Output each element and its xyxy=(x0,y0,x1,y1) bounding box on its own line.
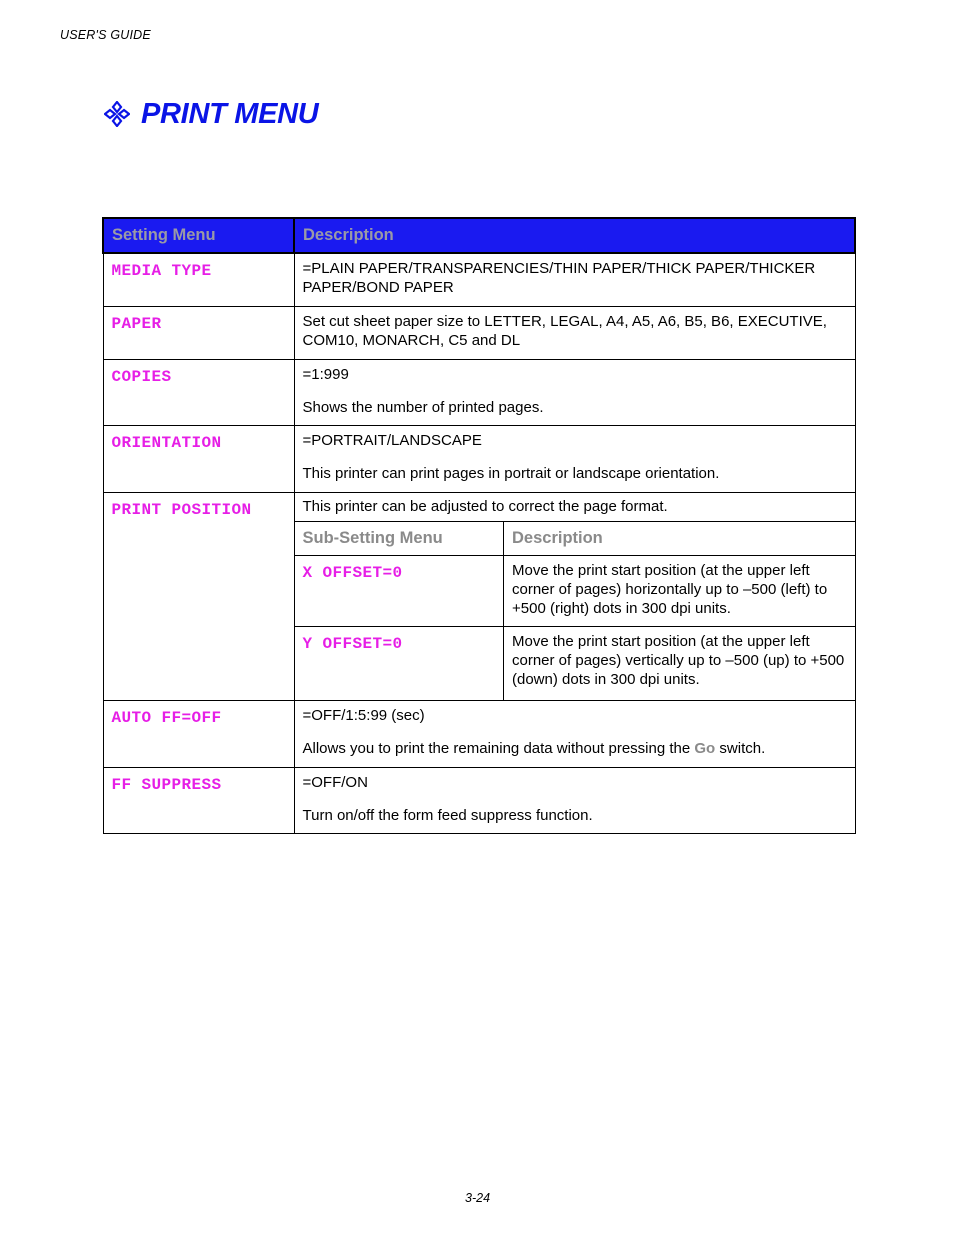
table-header-row xyxy=(103,218,855,253)
table-row xyxy=(103,492,855,701)
setting-orientation: ORIENTATION xyxy=(103,425,294,492)
description-cell xyxy=(294,253,855,306)
page-number: 3-24 xyxy=(465,1191,491,1205)
description-cell xyxy=(294,306,855,359)
sub-setting-table xyxy=(295,522,855,701)
running-header: USER'S GUIDE xyxy=(60,28,151,42)
sub-description-text: Move the print start position (at the upper left corner of pages) vertically up to –500 (up) to +500 (down) dots in 300 dpi units. xyxy=(512,632,845,688)
column-header-description: Description xyxy=(294,218,855,253)
column-header-setting: Setting Menu xyxy=(103,218,294,253)
page-title xyxy=(104,92,318,136)
description-cell xyxy=(294,768,855,834)
four-diamond-icon xyxy=(104,101,130,127)
description-text-before: Allows you to print the remaining data without pressing the xyxy=(302,740,695,757)
description-text: Set cut sheet paper size to LETTER, LEGAL, A4, A5, A6, B5, B6, EXECUTIVE, COM10, MONARCH, C5 and DL xyxy=(302,312,827,349)
description-text: =PLAIN PAPER/TRANSPARENCIES/THIN PAPER/THICK PAPER/THICKER PAPER/BOND PAPER xyxy=(302,260,816,296)
setting-print-position: PRINT POSITION xyxy=(103,492,294,701)
setting-paper: PAPER xyxy=(103,306,294,359)
description-text: Shows the number of printed pages. xyxy=(302,398,544,416)
description-text: Turn on/off the form feed suppress function. xyxy=(302,807,593,824)
description-text xyxy=(303,739,847,758)
description-value: =PORTRAIT/LANDSCAPE xyxy=(302,431,482,449)
go-key-label: Go xyxy=(694,740,716,757)
sub-table-row xyxy=(295,555,855,626)
description-text: This printer can print pages in portrait or landscape orientation. xyxy=(302,464,720,482)
description-cell xyxy=(294,492,855,701)
sub-description-text: Move the print start position (at the upper left corner of pages) horizontally up to –500 (left) to +500 (right) dots in 300 dpi units. xyxy=(504,555,855,626)
sub-table-header-row xyxy=(295,522,855,556)
table-row xyxy=(103,701,855,768)
sub-setting-y-offset: Y OFFSET=0 xyxy=(295,626,504,700)
description-cell xyxy=(294,701,855,768)
print-menu-table xyxy=(102,217,856,834)
page-title-text: PRINT MENU xyxy=(141,97,319,130)
description-value: =OFF/ON xyxy=(302,774,368,791)
table-row xyxy=(103,253,855,306)
setting-copies: COPIES xyxy=(103,359,294,425)
description-value: =1:999 xyxy=(302,365,349,383)
setting-media-type: MEDIA TYPE xyxy=(103,253,294,306)
description-text-after: switch. xyxy=(715,740,766,757)
sub-column-header-setting: Sub-Setting Menu xyxy=(295,522,504,556)
table-row xyxy=(103,306,855,359)
sub-setting-x-offset: X OFFSET=0 xyxy=(295,555,504,626)
setting-auto-ff: AUTO FF=OFF xyxy=(103,701,294,768)
description-text: This printer can be adjusted to correct the page format. xyxy=(295,493,855,522)
sub-table-row xyxy=(295,626,855,700)
description-cell xyxy=(294,425,855,492)
table-row xyxy=(103,425,855,492)
table-row xyxy=(103,359,855,425)
description-cell xyxy=(294,359,855,425)
description-value: =OFF/1:5:99 (sec) xyxy=(302,707,425,724)
setting-ff-suppress: FF SUPPRESS xyxy=(103,768,294,834)
sub-column-header-description: Description xyxy=(504,522,855,556)
table-row xyxy=(103,768,855,834)
